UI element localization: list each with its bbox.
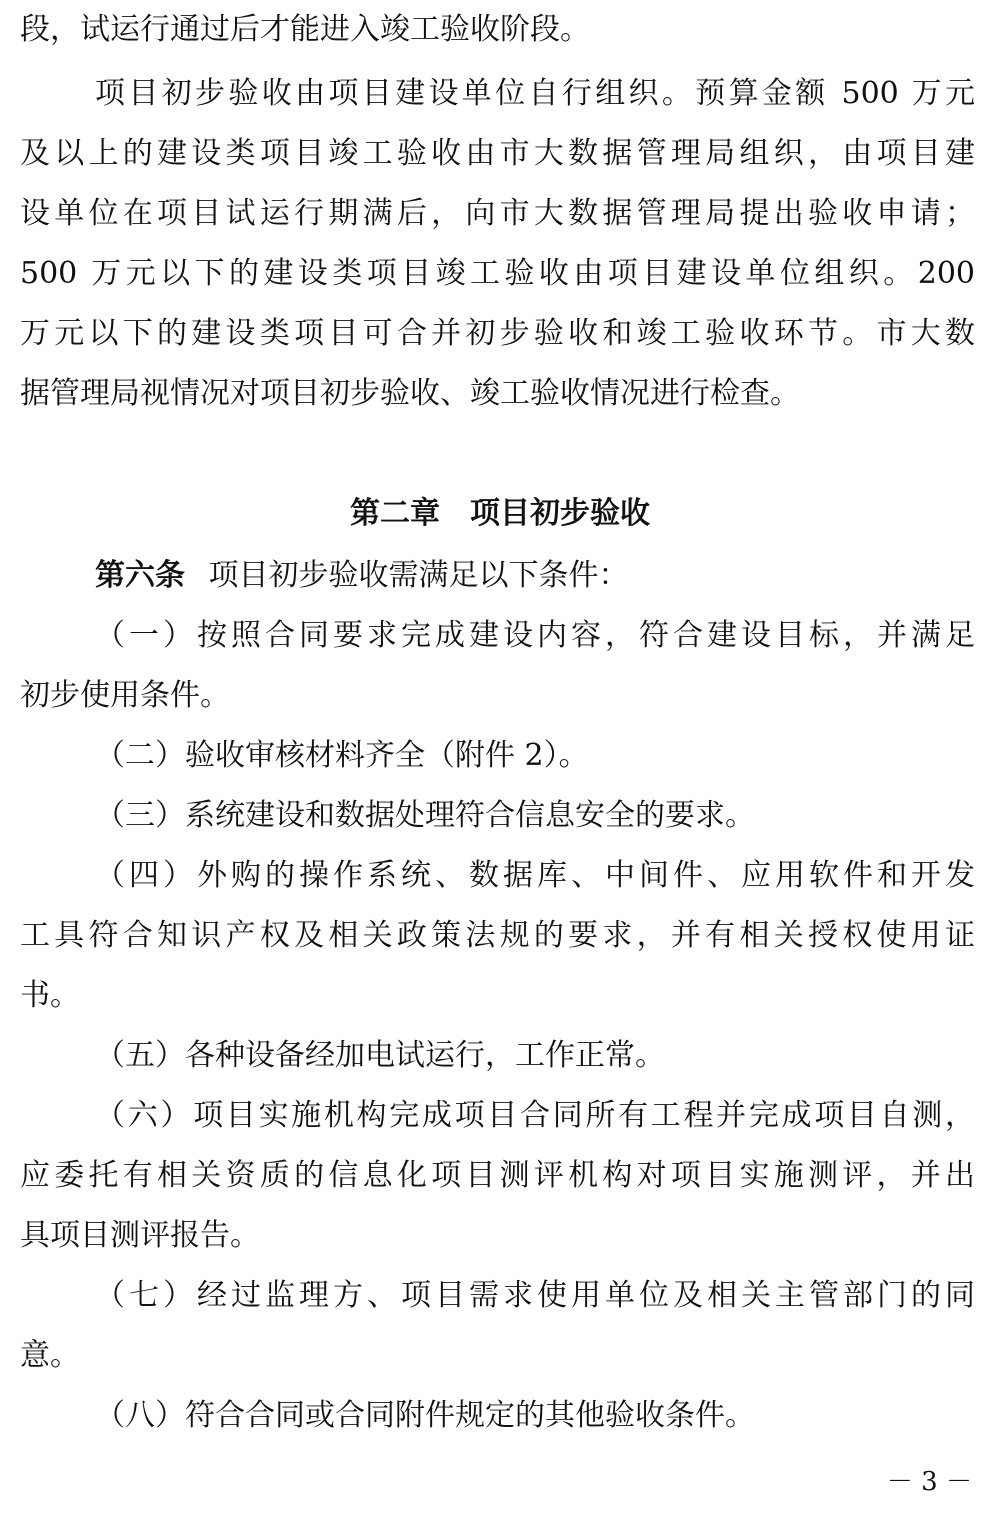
condition-line: （二）验收审核材料齐全（附件 2）。	[95, 738, 589, 773]
condition-line: 具项目测评报告。	[20, 1218, 260, 1253]
condition-line: （一）按照合同要求完成建设内容，符合建设目标，并满足	[95, 618, 975, 653]
article-label: 第六条	[95, 558, 185, 593]
condition-line: （六）项目实施机构完成项目合同所有工程并完成项目自测，	[95, 1098, 975, 1133]
text-line: 段，试运行通过后才能进入竣工验收阶段。	[20, 12, 590, 47]
text-line: 万元以下的建设类项目可合并初步验收和竣工验收环节。市大数	[20, 316, 975, 351]
article-text: 项目初步验收需满足以下条件：	[208, 558, 629, 593]
article-line	[95, 554, 975, 598]
text-line: 及以上的建设类项目竣工验收由市大数据管理局组织，由项目建	[20, 136, 975, 171]
condition-line: 书。	[20, 978, 80, 1013]
condition-line: （七）经过监理方、项目需求使用单位及相关主管部门的同	[95, 1278, 975, 1313]
condition-line: 初步使用条件。	[20, 678, 230, 713]
condition-line: （四）外购的操作系统、数据库、中间件、应用软件和开发	[95, 858, 975, 893]
condition-line: 应委托有相关资质的信息化项目测评机构对项目实施测评，并出	[20, 1158, 975, 1193]
condition-line: （八）符合合同或合同附件规定的其他验收条件。	[95, 1398, 755, 1433]
text-line: 据管理局视情况对项目初步验收、竣工验收情况进行检查。	[20, 376, 800, 411]
page-number: － 3 －	[886, 1467, 972, 1497]
text-line: 500 万元以下的建设类项目竣工验收由项目建设单位组织。200	[20, 256, 975, 291]
text-line: 项目初步验收由项目建设单位自行组织。预算金额 500 万元	[95, 76, 975, 111]
text-line: 设单位在项目试运行期满后，向市大数据管理局提出验收申请；	[20, 196, 975, 231]
condition-line: 意。	[20, 1338, 80, 1373]
chapter-heading: 第二章 项目初步验收	[350, 496, 650, 531]
condition-line: （三）系统建设和数据处理符合信息安全的要求。	[95, 798, 755, 833]
condition-line: （五）各种设备经加电试运行，工作正常。	[95, 1038, 665, 1073]
condition-line: 工具符合知识产权及相关政策法规的要求，并有相关授权使用证	[20, 918, 975, 953]
